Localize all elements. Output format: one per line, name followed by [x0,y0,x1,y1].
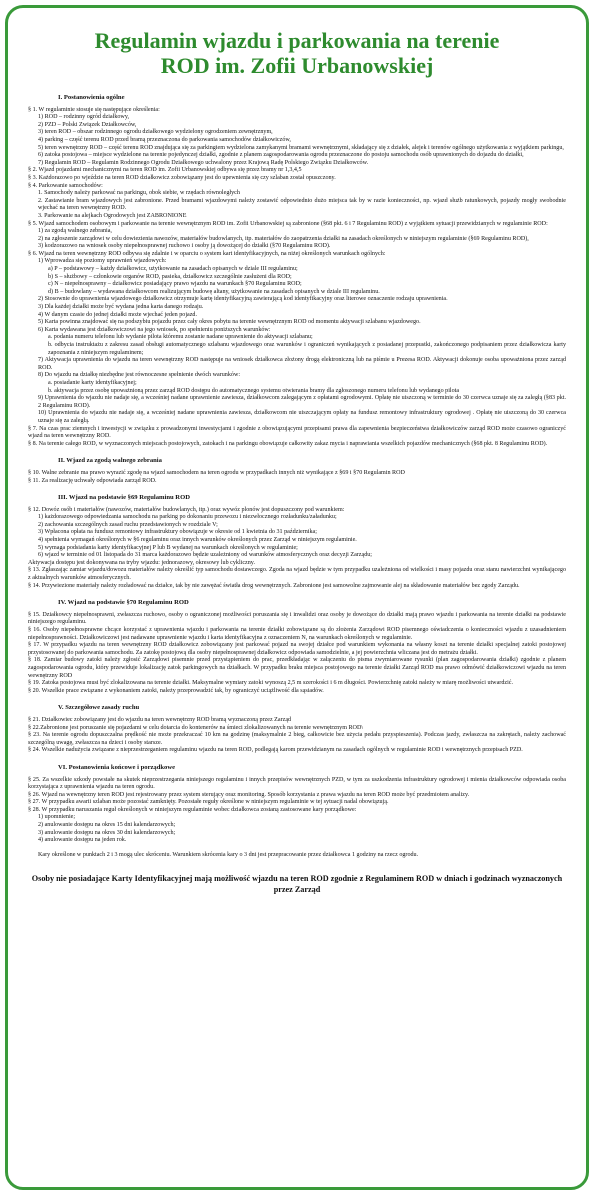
paragraph: 6) zatoka postojowa – miejsce wydzielone na terenie pojedynczej działki, zgodnie z planem zagospodarowania ogrodu przeznaczone do postoju samochodu osób uprawnionych do dojazdu do działki, [38,152,524,159]
final-note: Osoby nie posiadające Karty Identyfikacyjnej mają możliwość wjazdu na teren ROD zgodnie z Regulaminem ROD w dniach i godzinach wyznaczonych przez Zarząd [31,874,563,895]
paragraph: 3) Wpłacona opłata na fundusz remontowy infrastruktury obowiązuje w okresie od 1 kwietnia do 31 października; [38,529,317,536]
paragraph: 3) teren ROD – obszar rodzinnego ogrodu działkowego wydzielony ogrodzeniem zewnętrznym, [38,129,273,136]
paragraph: a. podania numeru telefonu lub wydanie pilota któremu zostanie nadane uprawnienie do aktywacji szlabanu; [48,334,313,341]
paragraph: 4) spełnienia wymagań określonych w §6 regulaminu oraz innych warunków określonych przez Zarząd w niniejszym regulaminie. [38,537,357,544]
paragraph: 5) teren wewnętrzny ROD – część terenu ROD znajdująca się za parkingiem wydzielona zamykanymi bramami wewnętrznymi, składający się z działek, alejek i terenów ogólnego użytkowania z wyjątkiem parkingu, [38,144,564,151]
paragraph: § 25. Za wszelkie szkody powstałe na skutek nieprzestrzegania niniejszego regulaminu i innych przepisów wewnętrznych PZD, w tym za uszkodzenia infrastruktury ogrodowej i mienia działkowców odpowiada osoba korzystająca z uprawnienia wjazdu na teren ogrodu. [28,776,566,791]
paragraph: § 5. Wjazd samochodem osobowym i parkowanie na terenie wewnętrznym ROD im. Zofii Urbanowskiej są zabronione (§68 pkt. 6 i 7 Regulaminu ROD) z wyjątkiem sytuacji przewidzianych w regulaminie ROD: [28,220,548,227]
paragraph: § 15. Działkowcy niepełnosprawni, zwłaszcza ruchowo, osoby o ograniczonej możliwości poruszania się i inwalidzi oraz osoby je dowożące do działki mają prawo wjazdu i parkowania na terenie działki na podstawie niniejszego regulaminu. [28,611,566,626]
paragraph: 1) Wprowadza się poziomy uprawnień wjazdowych: [38,258,167,265]
paragraph: 9) Uprawnienia do wjazdu nie nadaje się, a wcześniej nadane uprawnienie zawiesza, działkowcom zalegającym z opłatami ogrodowymi. Opłatę nie uiszczoną w terminie do 30 czerwca uznaje się za zaległą (§83 pkt. 2 Regulaminu ROD). [38,395,566,409]
section-heading: V. Szczegółowe zasady ruchu [58,704,140,712]
paragraph: § 20. Wszelkie prace związane z wykonaniem zatoki, należy przeprowadzić tak, by ograniczyć uciążliwość dla sąsiadów. [28,687,324,694]
paragraph: b. aktywacja przez osobę upoważnioną przez zarząd ROD dostępu do automatycznego systemu otwierania bramy dla zgłoszonego numeru telefonu lub wydanego pilota [48,387,460,394]
paragraph: § 24. Wszelkie nadużycia związane z nieprzestrzeganiem regulaminu wjazdu na teren ROD, podlegają karom przewidzianym na zasadach ogólnych w regulaminie ROD i wewnętrznych przepisach PZD. [28,747,523,754]
paragraph: a) P – podstawowy – każdy działkowicz, użytkowanie na zasadach opisanych w dziale III regulaminu; [48,266,298,273]
paragraph: Aktywacja dostępu jest dokonywana na tryby wjazdu: jednorazowy, okresowy lub cykliczny. [28,559,255,566]
paragraph: 2) na zgłoszenie zarządowi w celu dowiezienia nawozów, materiałów budowlanych, itp. materiałów do zaopatrzenia działki na zasadach określonych w niniejszym regulaminie (§69 Regulaminu ROD), [38,235,529,242]
paragraph: 2) PZD – Polski Związek Działkowców, [38,121,137,128]
paragraph: § 4. Parkowanie samochodów: [28,182,103,189]
paragraph: § 19. Zatoka postojowa musi być zlokalizowana na terenie działki. Maksymalne wymiary zatoki wynoszą 2,5 m szerokości i 6 m długości. Powierzchnię zatoki należy w miarę możliwości utwardzić. [28,680,513,687]
paragraph: 6) wjazd w terminie od 01 listopada do 31 marca każdorazowo będzie uzależniony od warunków atmosferycznych oraz decyzji Zarządu; [38,552,373,559]
paragraph: c) N – niepełnosprawny – działkowicz posiadający prawo wjazdu na warunkach §70 Regulaminu ROD; [48,281,302,288]
paragraph: 3) Dla każdej działki może być wydana jedna karta danego rodzaju. [38,304,204,311]
paragraph: Kary określone w punktach 2 i 3 mogą ulec skróceniu. Warunkiem skrócenia kary o 3 dni jest przepracowanie przez działkowca 1 godziny na rzecz ogrodu. [38,851,419,858]
paragraph: § 12. Dowóz osób i materiałów (nawozów, materiałów budowlanych, itp.) oraz wywóz plonów jest dopuszczony pod warunkiem: [28,506,345,513]
paragraph: § 3. Każdorazowo po wjeździe na teren ROD działkowicz zobowiązany jest do upewnienia się czy szlaban został opuszczony. [28,174,336,181]
paragraph: § 2. Wjazd pojazdami mechanicznymi na teren ROD im. Zofii Urbanowskiej odbywa się przez bramy nr 1,3,4,5 [28,167,302,174]
paragraph: 3) anulowanie dostępu na okres 30 dni kalendarzowych; [38,829,176,836]
paragraph: § 11. Za realizację uchwały odpowiada zarząd ROD. [28,477,157,484]
paragraph: 4) anulowanie dostępu na jeden rok. [38,837,127,844]
paragraph: 5) Karta powinna znajdować się na podszybiu pojazdu przez cały okres pobytu na terenie wewnętrznym ROD od momentu aktywacji szlabanu wjazdowego. [38,319,421,326]
regulation-body [28,94,566,859]
paragraph: § 10. Walne zebranie ma prawo wyrazić zgodę na wjazd samochodem na teren ogrodu w przypadkach innych niż wynikające z §69 i §70 Regulamin ROD [28,469,405,476]
paragraph: 3) kodzorazowo na wniosek osoby niepełnosprawnej ruchowo i osoby ją dowożącej do działki (§70 Regulaminu ROD). [38,243,331,250]
paragraph: 1. Samochody należy parkować na parkingu, obok siebie, w rzędach równoległych [38,190,240,197]
document-frame [5,5,589,1190]
section-heading: III. Wjazd na podstawie §69 Regulaminu ROD [58,494,190,502]
paragraph: § 28. W przypadku naruszania reguł określonych w niniejszym regulaminie wobec działkowca zostaną zastosowane kary porządkowe: [28,806,357,813]
title-line-1: Regulamin wjazdu i parkowania na terenie [94,28,500,53]
paragraph: 5) wymaga podsiadania karty identyfikacyjnej P lub B wydanej na warunkach określonych w regulaminie; [38,544,298,551]
paragraph: § 7. Na czas prac ziemnych i inwestycji w związku z prowadzonymi inwestycjami i zgodnie z obowiązującymi przepisami prawa dla zapewnienia bezpieczeństwa działkowiczów zarząd ROD może czasowo ograniczyć wjazd na teren wewnętrzny ROD. [28,425,566,440]
section-heading: II. Wjazd za zgodą walnego zebrania [58,457,162,465]
paragraph: 6) Karta wydawana jest działkowiczowi na jego wniosek, po spełnieniu poniższych warunków: [38,326,271,333]
paragraph: 1) upomnienie; [38,814,76,821]
paragraph: 3. Parkowanie na alejkach Ogrodowych jest ZABRONIONE [38,212,187,219]
paragraph: 7) Regulamin ROD – Regulamin Rodzinnego Ogrodu Działkowego uchwalony przez Krajową Radę Polskiego Związku Działkowców. [38,159,369,166]
paragraph: 1) za zgodą walnego zebrania, [38,228,112,235]
paragraph: 2) anulowanie dostępu na okres 15 dni kalendarzowych; [38,822,176,829]
paragraph: § 14. Przywiezione materiały należy rozładować na działce, tak by nie zawężać światła drog wewnętrznych. Zabronione jest samowolne zajmowanie alej na składowanie materiałów bez zgody Zarządu. [28,582,520,589]
paragraph: b. odbycia instruktażu z zakresu zasad obsługi automatycznego szlabanu wjazdowego oraz warunków i ograniczeń wynikających z posiadanej przepustki, zakończonego podpisaniem przez działkowicza karty zapoznania z niniejszym regulaminem; [48,342,566,356]
section-heading: IV. Wjazd na podstawie §70 Regulaminu ROD [58,599,189,607]
title-line-2: ROD im. Zofii Urbanowskiej [160,53,434,78]
paragraph: 8) Do wjazdu na działkę niezbędne jest równoczesne spełnienie dwóch warunków: [38,372,241,379]
paragraph: § 6. Wjazd na teren wewnętrzny ROD odbywa się zdalnie i w oparciu o system kart identyfikacyjnych, na niżej określonych warunkach ogólnych: [28,250,386,257]
paragraph: § 21. Działkowiec zobowiązany jest do wjazdu na teren wewnętrzny ROD bramą wyznaczoną przez Zarząd [28,716,292,723]
paragraph: d) B – budowlany – wydawana działkowcom realizującym budowę altany, użytkowanie na zasadach opisanych w dziale III regulaminu. [48,288,380,295]
paragraph [28,845,566,852]
document-title [28,28,566,78]
paragraph: 2. Zastawianie bram wjazdowych jest zabronione. Przed bramami wjazdowymi należy zostawić odpowiednio dużo miejsca tak by w razie konieczności, np. wjazd służb ratunkowych, pojazdy mogły swobodnie wjechać na teren wewnętrzny ROD. [38,197,566,212]
paragraph: 1) każdorazowego odpowiedzania samochodu na parking po dokonaniu przewozu i niezwłocznego rozładunku/załadunku; [38,514,337,521]
paragraph: § 23. Na terenie ogrodu dopuszczalna prędkość nie może przekraczać 10 km na godzinę (maksymalnie 2 bieg, całkowicie bez użycia pedału przyspieszenia). Podczas jazdy, zwłaszcza na zakrętach, należy zachować szczególną uwagę, zwłaszcza na dzieci i osoby starsze. [28,732,566,746]
paragraph: 4) W danym czasie do jednej działki może wjechać jeden pojazd. [38,311,197,318]
paragraph: 7) Aktywacja uprawnienia do wjazdu na teren wewnętrzny ROD następuje na wniosek działkowca złożony drogą elektroniczną lub na piśmie u Prezesa ROD. Aktywacji dokonuje osoba upoważniona przez zarząd ROD. [38,357,566,371]
paragraph: § 27. W przypadku awarii szlaban może pozostać zamknięty. Pozostałe reguły określone w niniejszym regulaminie w tej sytuacji nadal obowiązują. [28,799,389,806]
section-heading: VI. Postanowienia końcowe i porządkowe [58,763,176,771]
paragraph: § 26. Wjazd na wewnętrzny teren ROD jest rejestrowany przez system sterujący oraz monitoring. Sposób korzystania z prawa wjazdu na teren ROD może być przedmiotem analizy. [28,791,470,798]
paragraph: a. posiadanie karty identyfikacyjnej; [48,379,137,386]
paragraph: § 13. Zgłaszając zamiar wjazdu/dowozu materiałów należy określić typ samochodu dostawczego. Zgoda na wjazd będzie w tym przypadku uzależniona od wielkości i masy pojazdu oraz stanu nawierzchni wynikającego z aktualnych warunków atmosferycznych. [28,567,566,582]
paragraph: § 22.Zabronione jest poruszanie się pojazdami w celu dotarcia do kontenerów na śmieci zlokalizowanych na terenie wewnętrznym ROD\ [28,724,364,731]
paragraph: § 18. Zamiar budowy zatoki należy zgłosić Zarządowi pisemnie przed przystąpieniem do prac, przedkładając w załączeniu do pisma zwymiarowane rysunki (plan zagospodarowania działki) zgodnie z planem zagospodarowania ogrodu, który przewiduje lokalizację zatok parkingowych na działkach. W przypadku braku miejsca postojowego na terenie działki Zarząd ROD ma prawo odmówić działkowiczowi wjazdu na teren wewnętrzny ROD [28,657,566,679]
paragraph: 10) Uprawnienia do wjazdu nie nadaje się, a wcześniej nadane uprawnienia zawiesza, działkowcom nie uiszczającym opłaty na fundusz remontowy infrastruktury ogrodowej . Opłatę nie uiszczoną do 30 czerwca uznaje się za zaległą. [38,410,566,424]
paragraph: § 1. W regulaminie stosuje się następujące określenia: [28,106,160,113]
paragraph: § 8. Na terenie całego ROD, w wyznaczonych miejscach postojowych, zatokach i na parkingu obowiązuje całkowity zakaz mycia i naprawiania wszelkich pojazdów mechanicznych (§68 pkt. 8 Regulaminu ROD). [28,440,548,447]
section-heading: I. Postanowienia ogólne [58,94,125,101]
paragraph: § 17. W przypadku wjazdu na teren wewnętrzny ROD działkowicz zobowiązany jest parkować pojazd na swojej działce pod warunkiem wykonania na własny koszt na terenie działki specjalnej zatoki postojowej przystosowanej do parkowania samochodu. Za zatokę postojową dla osoby niepełnosprawnej działkowicz odpowiada samodzielnie, a jej powierzchnia wliczana jest do metrażu działki. [28,642,566,656]
paragraph: b) S – służbowy – członkowie organów ROD, pasieka, działkowicz szczególnie zasłużeni dla ROD; [48,273,292,280]
paragraph: 4) parking – część terenu ROD przed bramą przeznaczona do parkowania samochodów działkowiczów, [38,136,291,143]
paragraph: 2) Stosownie do uprawnienia wjazdowego działkowicz otrzymuje kartę identyfikacyjną zawierającą kod identyfikacyjny oraz literowe oznaczenie rodzaju uprawnienia. [38,296,448,303]
paragraph: 2) zachowania szczególnych zasad ruchu przedstawionych w rozdziale V; [38,521,218,528]
paragraph: § 16. Osoby niepełnosprawne chcące korzystać z uprawnienia wjazdu i parkowania na terenie działki zobowiązane są do złożenia Zarządowi ROD pisemnego oświadczenia o konieczności wjazdu z uzasadnieniem niepełnosprawności. Działkowiczowi jest nadawane uprawnienie wjazdu i karta identyfikacyjna z oznaczeniem N, na warunkach określonych w regulaminie. [28,627,566,641]
paragraph: 1) ROD – rodzinny ogród działkowy, [38,114,129,121]
